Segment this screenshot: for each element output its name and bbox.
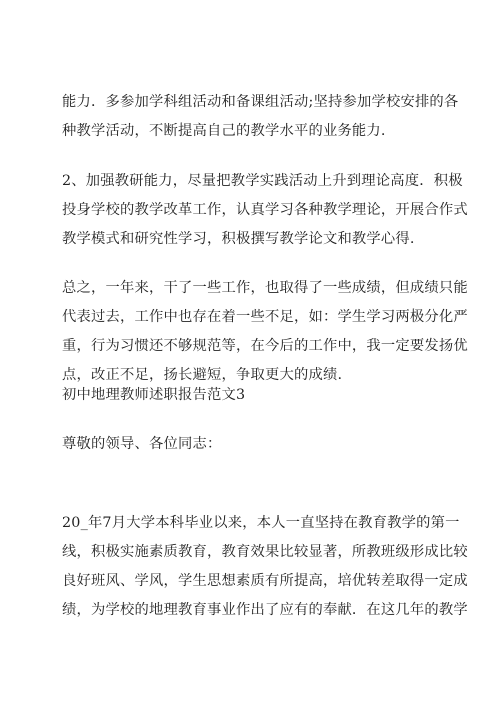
text-line: 线，积极实施素质教育，教育效果比较显著，所教班级形成比较 [62,544,468,560]
text-line: 重，行为习惯还不够规范等，在今后的工作中，我一定要发扬优 [62,338,468,354]
text-line: 绩，为学校的地理教育事业作出了应有的奉献．在这几年的教学 [62,602,468,618]
text-line: 总之，一年来，干了一些工作，也取得了一些成绩，但成绩只能 [62,280,468,296]
text-line: 教学模式和研究性学习，积极撰写教学论文和教学心得. [62,231,415,247]
text-line: 投身学校的教学改革工作，认真学习各种教学理论，开展合作式 [62,202,468,218]
text-line: 良好班风、学风，学生思想素质有所提高，培优转差取得一定成 [62,573,468,589]
paragraph-conclusion [62,274,468,390]
paragraph-report-body [62,509,468,625]
heading-text: 初中地理教师述职报告范文3 [62,387,246,403]
paragraph-ability-summary [62,88,459,146]
text-line: 能力．多参加学科组活动和备课组活动;坚持参加学校安排的各 [62,94,459,110]
text-line: 2、加强教研能力，尽量把教学实践活动上升到理论高度．积极 [62,173,463,189]
salutation [62,430,446,459]
text-line: 代表过去，工作中也存在着一些不足，如：学生学习两极分化严 [62,309,468,325]
paragraph-research-ability [62,167,468,254]
text-line: 种教学活动，不断提高自己的教学水平的业务能力. [62,123,386,139]
salutation-text: 尊敬的领导、各位同志： [62,436,222,452]
text-line: 20_年7月大学本科毕业以来，本人一直坚持在教育教学的第一 [62,515,460,531]
text-line: 点，改正不足，扬长避短，争取更大的成绩. [62,367,343,383]
section-heading [62,381,446,410]
